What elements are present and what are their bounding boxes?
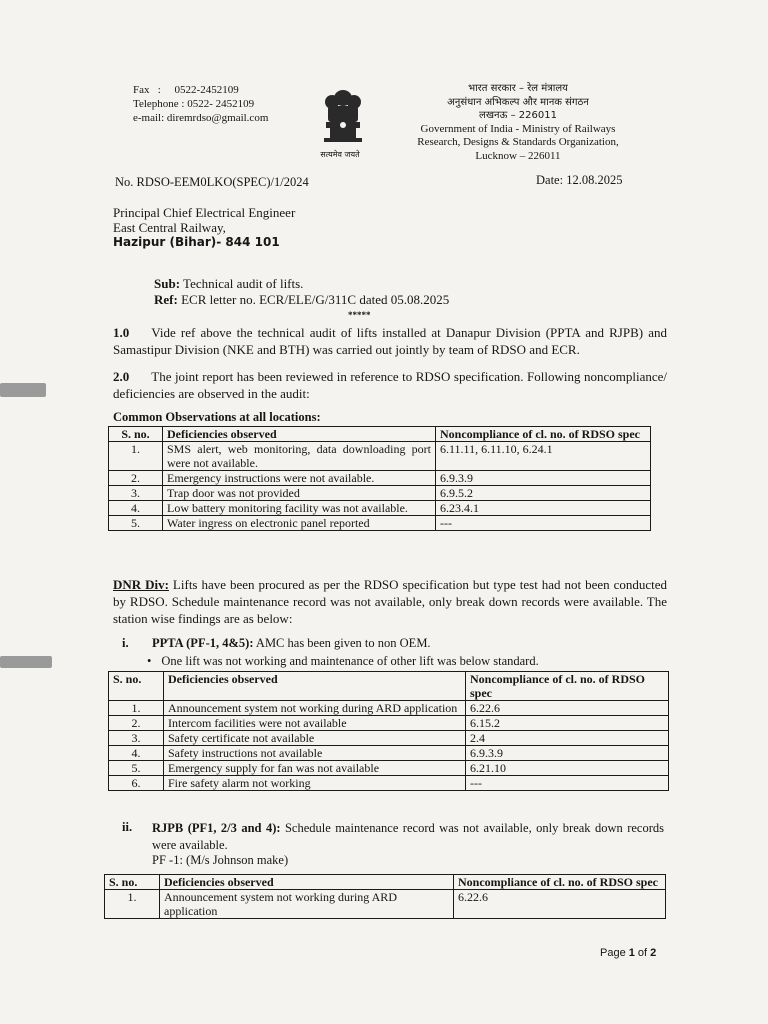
addressee-line-1: Principal Chief Electrical Engineer bbox=[113, 205, 296, 220]
fax-line: Fax : 0522-2452109 bbox=[133, 84, 239, 96]
header-clause: Noncompliance of cl. no. of RDSO spec bbox=[454, 875, 666, 890]
table-row bbox=[109, 731, 669, 746]
reference-text: ECR letter no. ECR/ELE/G/311C dated 05.08.2025 bbox=[177, 292, 450, 307]
cell-clause: 6.9.5.2 bbox=[436, 486, 651, 501]
letter-date: Date: 12.08.2025 bbox=[536, 173, 623, 187]
table-row bbox=[109, 471, 651, 486]
cell-clause: 6.22.6 bbox=[466, 701, 669, 716]
ppta-bullet-text: One lift was not working and maintenance of other lift was below standard. bbox=[161, 654, 539, 668]
rjpb-numeral: ii. bbox=[122, 820, 133, 834]
cell-deficiency: Fire safety alarm not working bbox=[164, 776, 466, 791]
cell-deficiency: SMS alert, web monitoring, data downloading port were not available. bbox=[163, 442, 436, 471]
paragraph-1-text: Vide ref above the technical audit of lifts installed at Danapur Division (PPTA and RJPB) and Samastipur Division (NKE and BTH) was carried out jointly by team of RDSO and ECR. bbox=[113, 325, 667, 357]
addressee-block bbox=[113, 206, 295, 250]
paragraph-2-number: 2.0 bbox=[113, 369, 130, 384]
cell-clause: 6.9.3.9 bbox=[436, 471, 651, 486]
national-emblem-icon bbox=[318, 88, 368, 158]
binder-clip-top bbox=[0, 383, 46, 397]
separator-stars: ***** bbox=[348, 310, 371, 320]
cell-sno: 6. bbox=[109, 776, 164, 791]
reference-label: Ref: bbox=[154, 292, 178, 307]
cell-sno: 2. bbox=[109, 471, 163, 486]
cell-sno: 3. bbox=[109, 486, 163, 501]
cell-clause: 6.11.11, 6.11.10, 6.24.1 bbox=[436, 442, 651, 471]
organization-block bbox=[398, 82, 638, 163]
reference-number: No. RDSO-EEM0LKO(SPEC)/1/2024 bbox=[115, 175, 309, 189]
cell-sno: 1. bbox=[109, 442, 163, 471]
cell-clause: 6.23.4.1 bbox=[436, 501, 651, 516]
cell-clause: 6.22.6 bbox=[454, 890, 666, 919]
hindi-line-2: अनुसंधान अभिकल्प और मानक संगठन bbox=[447, 96, 589, 108]
binder-clip-bottom bbox=[0, 656, 52, 668]
cell-sno: 1. bbox=[109, 701, 164, 716]
page-number bbox=[600, 947, 656, 959]
hindi-line-3: लखनऊ – 226011 bbox=[479, 110, 557, 121]
addressee-line-2: East Central Railway, bbox=[113, 219, 226, 235]
contact-block bbox=[133, 83, 268, 125]
table-header-row bbox=[109, 427, 651, 442]
paragraph-2 bbox=[113, 368, 667, 402]
cell-deficiency: Safety certificate not available bbox=[164, 731, 466, 746]
common-observations-table bbox=[108, 426, 651, 531]
subject-block bbox=[154, 276, 449, 308]
rjpb-heading bbox=[152, 820, 664, 854]
paragraph-1-number: 1.0 bbox=[113, 325, 130, 340]
table-row bbox=[109, 516, 651, 531]
table-header-row bbox=[105, 875, 666, 890]
header-sno: S. no. bbox=[109, 427, 163, 442]
cell-deficiency: Emergency supply for fan was not available bbox=[164, 761, 466, 776]
org-line-2: Research, Designs & Standards Organization, bbox=[417, 136, 619, 148]
cell-sno: 4. bbox=[109, 746, 164, 761]
cell-clause: 2.4 bbox=[466, 731, 669, 746]
cell-deficiency: Announcement system not working during ARD application bbox=[160, 890, 454, 919]
ppta-deficiency-table bbox=[108, 671, 669, 791]
cell-deficiency: Emergency instructions were not available. bbox=[163, 471, 436, 486]
cell-clause: --- bbox=[436, 516, 651, 531]
paragraph-1 bbox=[113, 324, 667, 358]
cell-deficiency: Low battery monitoring facility was not available. bbox=[163, 501, 436, 516]
table-row bbox=[109, 486, 651, 501]
cell-sno: 1. bbox=[105, 890, 160, 919]
table-row bbox=[109, 701, 669, 716]
table-row bbox=[109, 442, 651, 471]
cell-sno: 5. bbox=[109, 761, 164, 776]
ppta-text: AMC has been given to non OEM. bbox=[253, 636, 431, 650]
table-row bbox=[109, 746, 669, 761]
header-deficiency: Deficiencies observed bbox=[160, 875, 454, 890]
header-deficiency: Deficiencies observed bbox=[164, 672, 466, 701]
rjpb-deficiency-table bbox=[104, 874, 666, 919]
cell-deficiency: Water ingress on electronic panel reported bbox=[163, 516, 436, 531]
cell-sno: 5. bbox=[109, 516, 163, 531]
dnr-text: Lifts have been procured as per the RDSO specification but type test had not been conducted by RDSO. Schedule maintenance record was not available, only break down records were available. The station wise findings are as below: bbox=[113, 577, 668, 626]
cell-deficiency: Safety instructions not available bbox=[164, 746, 466, 761]
subject-label: Sub: bbox=[154, 276, 181, 291]
ppta-title: PPTA (PF-1, 4&5): bbox=[152, 636, 254, 650]
cell-sno: 2. bbox=[109, 716, 164, 731]
table-row bbox=[105, 890, 666, 919]
emblem-motto: सत्यमेव जयते bbox=[320, 150, 360, 159]
cell-deficiency: Intercom facilities were not available bbox=[164, 716, 466, 731]
subject-text: Technical audit of lifts. bbox=[180, 276, 304, 291]
header-deficiency: Deficiencies observed bbox=[163, 427, 436, 442]
rjpb-title: RJPB (PF1, 2/3 and 4): bbox=[152, 821, 281, 835]
page-total: 2 bbox=[650, 947, 657, 959]
org-line-3: Lucknow – 226011 bbox=[475, 149, 561, 162]
ppta-heading bbox=[152, 636, 431, 651]
cell-clause: 6.21.10 bbox=[466, 761, 669, 776]
reference-line bbox=[154, 292, 449, 308]
rjpb-pf1: PF -1: (M/s Johnson make) bbox=[152, 853, 289, 867]
table-row bbox=[109, 761, 669, 776]
page-current: 1 bbox=[628, 947, 635, 959]
table-row bbox=[109, 716, 669, 731]
header-sno: S. no. bbox=[109, 672, 164, 701]
bullet-icon: • bbox=[147, 654, 152, 668]
table-row bbox=[109, 776, 669, 791]
cell-clause: --- bbox=[466, 776, 669, 791]
header-clause: Noncompliance of cl. no. of RDSO spec bbox=[466, 672, 669, 701]
ppta-numeral: i. bbox=[122, 636, 129, 650]
dnr-label: DNR Div: bbox=[113, 577, 169, 592]
hindi-line-1: भारत सरकार – रेल मंत्रालय bbox=[468, 83, 568, 94]
table-header-row bbox=[109, 672, 669, 701]
page-prefix: Page bbox=[600, 947, 629, 959]
common-observations-heading: Common Observations at all locations: bbox=[113, 410, 321, 424]
page-of: of bbox=[634, 947, 651, 959]
ppta-bullet bbox=[147, 654, 539, 669]
cell-clause: 6.15.2 bbox=[466, 716, 669, 731]
cell-clause: 6.9.3.9 bbox=[466, 746, 669, 761]
cell-sno: 3. bbox=[109, 731, 164, 746]
header-clause: Noncompliance of cl. no. of RDSO spec bbox=[436, 427, 651, 442]
paragraph-2-text: The joint report has been reviewed in reference to RDSO specification. Following noncompliance/ deficiencies are observed in the audit: bbox=[113, 369, 667, 401]
cell-deficiency: Announcement system not working during ARD application bbox=[164, 701, 466, 716]
org-line-1: Government of India - Ministry of Railways bbox=[420, 122, 616, 135]
header-sno: S. no. bbox=[105, 875, 160, 890]
rjpb-text: Schedule maintenance record was not available, only break down records were available. bbox=[152, 821, 664, 852]
telephone-line: Telephone : 0522- 2452109 bbox=[133, 98, 255, 110]
rjpb-pf1-line bbox=[152, 853, 288, 868]
subject-line bbox=[154, 276, 449, 292]
email-line: e-mail: diremrdso@gmail.com bbox=[133, 112, 269, 124]
dnr-division-paragraph bbox=[113, 576, 667, 627]
addressee-line-3: Hazipur (Bihar)- 844 101 bbox=[113, 235, 280, 249]
table-row bbox=[109, 501, 651, 516]
cell-sno: 4. bbox=[109, 501, 163, 516]
cell-deficiency: Trap door was not provided bbox=[163, 486, 436, 501]
